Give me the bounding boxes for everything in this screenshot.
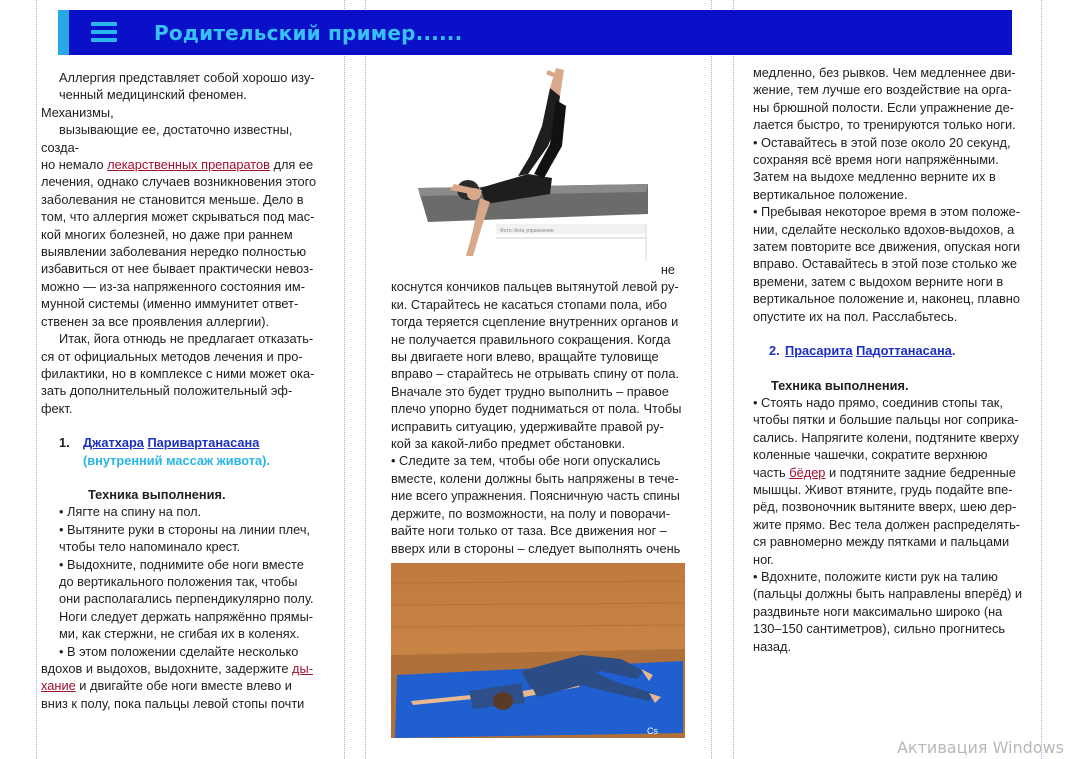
intro-paragraph-continued: [41, 173, 321, 330]
intro-line-with-link: но немало лекарственных препаратов для ее: [41, 157, 314, 173]
exercise-1-continued: [391, 278, 691, 557]
text-line: медленно, без рывков. Чем медленнее дви-: [753, 65, 1016, 80]
text-line: сохраняя всё время ноги напряжёнными.: [753, 152, 999, 168]
exercise-2-heading: 2. Прасарита Падоттанасана.: [769, 343, 956, 359]
text-line: коснутся кончиков пальцев вытянутой левой ру-: [391, 279, 679, 295]
text-line: Затем на выдохе медленно верните их в: [753, 169, 996, 185]
text-line: • Оставайтесь в этой позе около 20 секунд,: [753, 134, 1011, 150]
column-guide-6: [1041, 0, 1042, 759]
text-line: ны брюшной полости. Если упражнение де-: [753, 99, 1015, 115]
step-line: ми, как стержни, не сгибая их в коленях.: [59, 626, 300, 642]
text-line: вместе, колени должны быть напряжены в тече-: [391, 470, 679, 486]
step-line: назад.: [753, 638, 792, 654]
text-line: Вначале это будет трудно выполнить – правое: [391, 383, 669, 399]
text-line: не получается правильного сокращения. Когда: [391, 331, 671, 347]
text-line: опустите их на пол. Расслабьтесь.: [753, 308, 958, 324]
breath-line: вдохов и выдохов, выдохните, задержите ды-: [41, 661, 313, 676]
text-line: нии, сделайте несколько вдохов-выдохов, а: [753, 221, 1015, 237]
hamburger-menu-icon[interactable]: [91, 22, 117, 43]
text-line: можно — из-за напряженного состояния им-: [41, 278, 305, 294]
exercise-1-finish: [753, 64, 1038, 325]
step-line: рёд, позвоночник вытяните вверх, шею дер-: [753, 499, 1017, 515]
exercise-image-twist: [391, 563, 685, 738]
step-line: 130–150 сантиметров), сильно прогнитесь: [753, 621, 1006, 637]
header-accent-stripe: [58, 10, 69, 55]
text-line: вправо. Оставайтесь в этой позе столько же: [753, 256, 1018, 272]
text-line: плечо упорно будет подниматься от пола. Чтобы: [391, 401, 682, 417]
step-line: • Вдохните, положите кисти рук на талию: [753, 568, 998, 584]
technique-heading-1: Техника выполнения.: [88, 486, 226, 502]
column-guide-4: [711, 0, 712, 759]
exercise-2-steps: [753, 394, 1038, 464]
exercise-image-leg-raise: [410, 66, 650, 261]
breath-line-2: хание и двигайте обе ноги вместе влево и: [41, 678, 292, 694]
thighs-link[interactable]: бёдер: [789, 464, 826, 480]
text-line: исправить ситуацию, удерживайте правой ру-: [391, 418, 664, 434]
column-left: [41, 69, 321, 712]
text-line: вайте ноги только от таза. Все движения ног –: [391, 523, 667, 539]
text-line: зать дополнительный положительный эф-: [41, 383, 293, 399]
text-line: кой многих болезней, но даже при раннем: [41, 226, 293, 242]
step-line: сались. Напрягите колени, подтяните кверху: [753, 429, 1019, 445]
text-line: ся от официальных методов лечения и про-: [41, 348, 303, 364]
step-line: до вертикального положения так, чтобы: [59, 573, 298, 589]
exercise-2-steps-continued: [753, 481, 1038, 655]
step-line: (пальцы должны быть направлены вперёд) и: [753, 586, 1023, 602]
col1-last-line: вниз к полу, пока пальцы левой стопы почти: [41, 695, 305, 711]
text-line: ние всего упражнения. Поясничную часть спины: [391, 488, 680, 504]
text-line: ченный медицинский феномен. Механизмы,: [41, 87, 247, 120]
exercise-1-steps: [41, 503, 321, 660]
text-line: мунной системы (именно иммунитет ответ-: [41, 296, 299, 312]
text-line: вертикальное положение и, наконец, плавно: [753, 291, 1020, 307]
breath-link-2[interactable]: хание: [41, 678, 76, 694]
jathara-link[interactable]: Джатхара: [83, 435, 144, 451]
step-line: чтобы пятки и большие пальцы ног соприка-: [753, 412, 1019, 428]
yoga-paragraph: [41, 330, 321, 417]
image-logo: Cs: [647, 726, 658, 736]
page-title: Родительский пример......: [154, 21, 463, 45]
column-middle: [391, 261, 691, 557]
text-line: вызывающие ее, достаточно известны, созда-: [41, 122, 293, 155]
step-line: Ноги следует держать напряжённо прямы-: [59, 608, 314, 624]
column-guide-1: [36, 0, 37, 759]
text-line: лечения, однако случаев возникновения этого: [41, 174, 317, 190]
text-line: выявлении заболевания нередко полностью: [41, 244, 307, 260]
parivartanasana-link[interactable]: Паривартанасана: [147, 435, 260, 451]
step-line: • Стоять надо прямо, соединив стопы так,: [753, 394, 1003, 410]
text-line: тогда теряется сцепление внутренних органов и: [391, 314, 679, 330]
column-guide-3: [365, 0, 366, 759]
step-line: • Выдохните, поднимите обе ноги вместе: [59, 556, 304, 572]
column-guide-5: [733, 0, 734, 759]
header-bar: [58, 10, 1012, 55]
step-line: • Лягте на спину на пол.: [59, 504, 202, 520]
step-line: ся равномерно между пятками и пальцами: [753, 534, 1010, 550]
padottanasana-link[interactable]: Падоттанасана: [856, 343, 952, 359]
column-right: [753, 64, 1038, 655]
text-line: филактики, но в комплексе с ними может ока-: [41, 365, 315, 381]
text-line: жение, тем лучше его воздействие на орга-: [753, 82, 1012, 98]
text-line: фект.: [41, 400, 73, 416]
text-line: ственен за все проявления аллергии).: [41, 313, 270, 329]
text-line: держите, по возможности, на полу и поворачи-: [391, 505, 670, 521]
col2-first-line: не: [660, 262, 675, 277]
step-line: ног.: [753, 551, 774, 567]
exercise-1-subtitle: (внутренний массаж живота).: [83, 452, 270, 468]
text-line: вверх или в стороны – следует выполнять очень: [391, 540, 681, 556]
image-caption: Фото: йога упражнение: [500, 228, 554, 234]
text-line: том, что аллергия может скрываться под мас-: [41, 209, 315, 225]
text-line: лается быстро, то тренируются только ноги.: [753, 117, 1016, 133]
text-line: • Следите за тем, чтобы обе ноги опускались: [391, 453, 661, 469]
text-line: вы двигаете ноги влево, вращайте туловище: [391, 349, 659, 365]
windows-activation-watermark: Активация Windows: [897, 738, 1064, 757]
breath-link[interactable]: ды-: [292, 661, 313, 676]
text-line: заболевания не становится меньше. Дело в: [41, 191, 304, 207]
text-line: • Пребывая некоторое время в этом положе-: [753, 204, 1021, 220]
text-line: времени, затем с выдохом верните ноги в: [753, 273, 1004, 289]
thigh-line: часть бёдер и подтяните задние бедренные: [753, 464, 1016, 480]
text-line: вправо – старайтесь не отрывать спину от пола.: [391, 366, 680, 382]
step-line: чтобы тело напоминало крест.: [59, 539, 241, 555]
text-line: затем повторите все движения, опуская ноги: [753, 239, 1021, 255]
technique-heading-2: Техника выполнения.: [771, 377, 909, 393]
text-line: кой за какой-либо предмет обстановки.: [391, 436, 626, 452]
text-line: Аллергия представляет собой хорошо изу-: [59, 70, 315, 85]
text-line: вертикальное положение.: [753, 186, 908, 202]
medicines-link[interactable]: лекарственных препаратов: [107, 157, 270, 173]
prasarita-link[interactable]: Прасарита: [785, 343, 853, 359]
step-line: • Вытяните руки в стороны на линии плеч,: [59, 521, 311, 537]
text-line: Итак, йога отнюдь не предлагает отказать-: [59, 331, 314, 347]
step-line: они располагались перпендикулярно полу.: [59, 591, 314, 607]
step-line: коленные чашечки, сократите верхнюю: [753, 447, 988, 463]
text-line: ки. Старайтесь не касаться стопами пола, ибо: [391, 296, 667, 312]
step-line: мышцы. Живот втяните, грудь подайте впе-: [753, 481, 1013, 497]
step-line: жите прямо. Вес тела должен распределять-: [753, 516, 1021, 532]
step-line: • В этом положении сделайте несколько: [59, 643, 299, 659]
text-line: избавиться от нее бывает практически невоз-: [41, 261, 314, 277]
step-line: раздвиньте ноги максимально широко (на: [753, 603, 1003, 619]
exercise-1-heading: 1. Джатхара Паривартанасана (внутренний массаж живота).: [59, 435, 270, 468]
column-guide-2: [344, 0, 345, 759]
intro-paragraph: [41, 69, 321, 156]
